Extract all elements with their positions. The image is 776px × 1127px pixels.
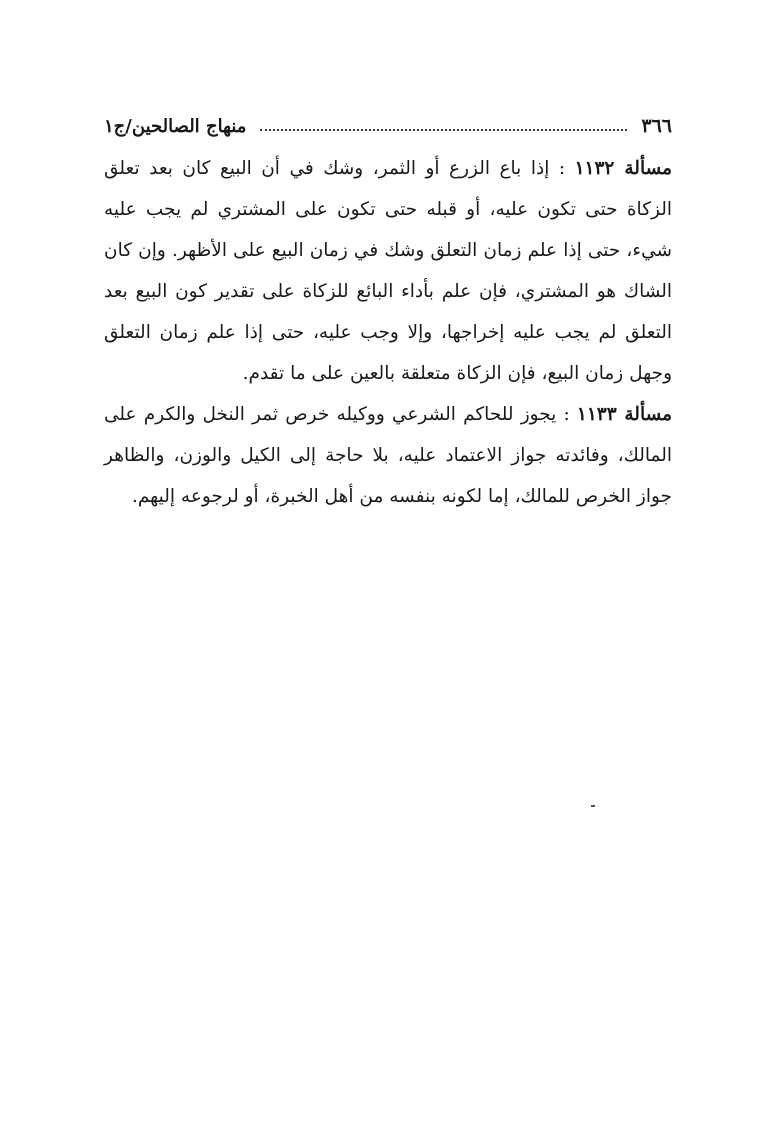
- issue-label: مسألة ١١٣٢: [574, 158, 672, 179]
- scan-speck: [591, 805, 595, 807]
- leader-dots: [260, 129, 627, 131]
- running-title: منهاج الصالحين/ج١: [104, 115, 247, 137]
- text-body: [104, 148, 672, 517]
- issue-label: مسألة ١١٣٣: [576, 404, 672, 425]
- issue-paragraph: [104, 148, 672, 394]
- page-header: [104, 108, 672, 144]
- issue-text: : يجوز للحاكم الشرعي ووكيله خرص ثمر النخل والكرم على المالك، وفائدته جواز الاعتماد عليه، بلا حاجة إلى الكيل والوزن، والظاهر جواز الخرص للمالك، إما لكونه بنفسه من أهل الخبرة، أو لرجوعه إليهم.: [104, 404, 672, 507]
- issue-paragraph: [104, 394, 672, 517]
- page-number: ٣٦٦: [641, 115, 672, 137]
- issue-text: : إذا باع الزرع أو الثمر، وشك في أن البيع كان بعد تعلق الزكاة حتى تكون عليه، أو قبله حتى تكون على المشتري لم يجب عليه شيء، حتى إذا علم زمان التعلق وشك في زمان البيع على الأظهر. وإن كان الشاك هو المشتري، فإن علم بأداء البائع للزكاة على تقدير كون البيع بعد التعلق لم يجب عليه إخراجها، وإلا وجب عليه، حتى إذا علم زمان التعلق وجهل زمان البيع، فإن الزكاة متعلقة بالعين على ما تقدم.: [104, 158, 672, 384]
